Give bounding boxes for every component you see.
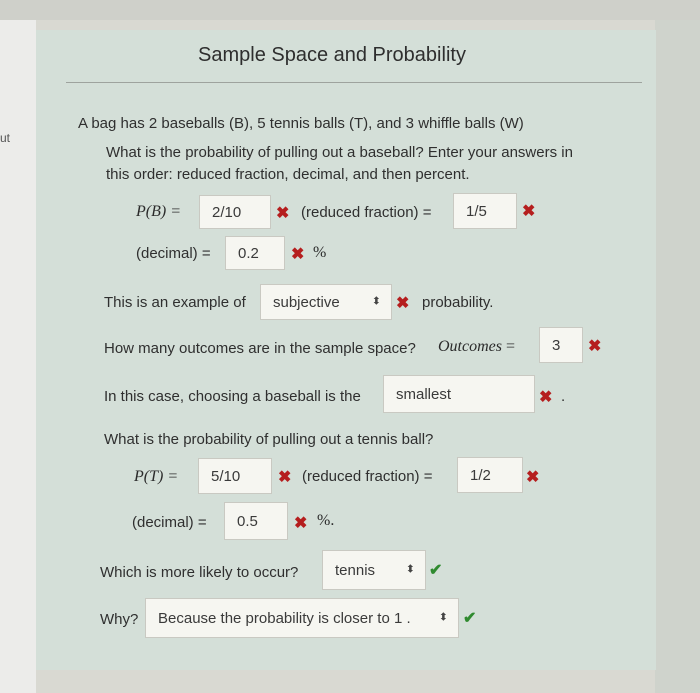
q7-prompt: Why? xyxy=(100,611,139,628)
q5-reduced-label: (reduced fraction) = xyxy=(302,468,433,485)
q1-reduced-incorrect-icon: ✖ xyxy=(522,203,536,220)
problem-intro: A bag has 2 baseballs (B), 5 tennis balls (T), and 3 whiffle balls (W) xyxy=(78,115,524,132)
margin-text: ut xyxy=(0,131,11,145)
top-bar xyxy=(0,0,700,20)
q5-math-label xyxy=(134,468,178,486)
q3-outcomes-input[interactable]: 3 xyxy=(539,327,583,363)
q6-likelihood-select[interactable] xyxy=(322,550,426,590)
right-margin xyxy=(655,20,700,693)
q5-reduced-input[interactable]: 1/2 xyxy=(457,457,523,493)
q3-math-label xyxy=(438,338,515,356)
q2-incorrect-icon: ✖ xyxy=(396,295,410,312)
q1-reduced-input[interactable]: 1/5 xyxy=(453,193,517,229)
select-arrows-icon: ⬍ xyxy=(371,295,381,308)
q1-decimal-incorrect-icon: ✖ xyxy=(291,246,305,263)
q6-correct-icon: ✔ xyxy=(429,562,443,579)
q1-reduced-label: (reduced fraction) = xyxy=(301,204,432,221)
q5-fraction-input[interactable]: 5/10 xyxy=(198,458,272,494)
q6-selected-value: tennis xyxy=(335,561,376,579)
page-title: Sample Space and Probability xyxy=(198,44,466,66)
q7-correct-icon: ✔ xyxy=(463,610,477,627)
q3-incorrect-icon: ✖ xyxy=(588,338,602,355)
q5-decimal-incorrect-icon: ✖ xyxy=(294,515,308,532)
title-divider xyxy=(66,82,642,83)
q1-percent-symbol: % xyxy=(313,244,327,261)
left-margin xyxy=(0,20,36,693)
q3-outcomes-label: Outcomes xyxy=(438,338,502,355)
q2-selected-value: subjective xyxy=(273,293,340,311)
q2-suffix: probability. xyxy=(422,294,494,311)
q2-prefix: This is an example of xyxy=(104,294,246,311)
q1-decimal-input[interactable]: 0.2 xyxy=(225,236,285,270)
q5-decimal-input[interactable]: 0.5 xyxy=(224,502,288,540)
q1-pb-label: P(B) = xyxy=(136,203,181,220)
q5-fraction-incorrect-icon: ✖ xyxy=(278,469,292,486)
q5-pt-label: P(T) = xyxy=(134,468,179,485)
q7-selected-value: Because the probability is closer to 1 . xyxy=(158,609,411,627)
q1-fraction-incorrect-icon: ✖ xyxy=(276,205,290,222)
select-arrows-icon: ⬍ xyxy=(438,611,448,624)
q3-equals: = xyxy=(505,338,516,355)
q7-reason-select[interactable] xyxy=(145,598,459,638)
q4-suffix: . xyxy=(561,388,566,405)
question-panel xyxy=(36,30,656,670)
q3-prompt: How many outcomes are in the sample space? xyxy=(104,340,416,357)
q4-incorrect-icon: ✖ xyxy=(539,389,553,406)
q1-math-label xyxy=(136,203,181,221)
q1-decimal-label: (decimal) = xyxy=(136,245,211,262)
q2-probability-type-select[interactable] xyxy=(260,284,392,320)
q6-prompt: Which is more likely to occur? xyxy=(100,564,299,581)
q5-reduced-incorrect-icon: ✖ xyxy=(526,469,540,486)
q5-decimal-label: (decimal) = xyxy=(132,514,207,531)
q1-prompt-line1: What is the probability of pulling out a baseball? Enter your answers in xyxy=(106,144,573,161)
q5-percent-symbol: %. xyxy=(317,512,335,529)
q4-comparison-input[interactable]: smallest xyxy=(383,375,535,413)
select-arrows-icon: ⬍ xyxy=(405,563,415,576)
q4-prefix: In this case, choosing a baseball is the xyxy=(104,388,361,405)
q1-prompt-line2: this order: reduced fraction, decimal, and then percent. xyxy=(106,166,470,183)
q1-fraction-input[interactable]: 2/10 xyxy=(199,195,271,229)
q5-prompt: What is the probability of pulling out a tennis ball? xyxy=(104,431,434,448)
